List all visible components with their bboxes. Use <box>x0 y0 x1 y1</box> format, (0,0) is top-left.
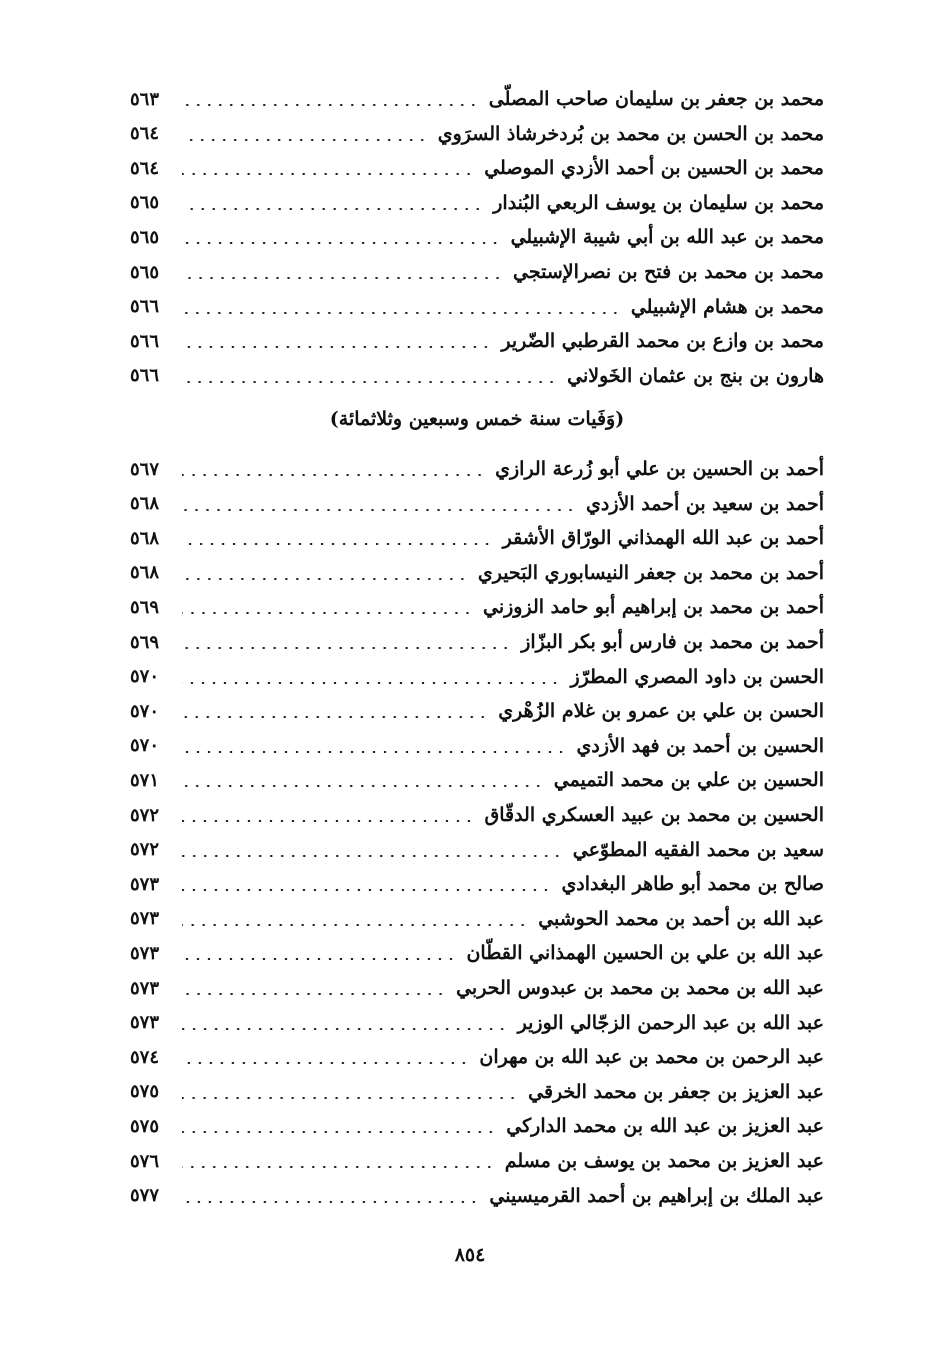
dot-leader <box>182 855 563 857</box>
dot-leader <box>182 1131 496 1133</box>
dot-leader <box>182 242 501 244</box>
entry-name: محمد بن عبد الله بن أبي شيبة الإشبيلي <box>510 226 824 249</box>
dot-leader <box>182 1028 508 1030</box>
entry-name: عبد العزيز بن عبد الله بن محمد الداركي <box>506 1115 824 1138</box>
entry-page-number: ٥٧٣ <box>130 942 160 964</box>
toc-entry <box>130 487 824 521</box>
entry-name: الحسن بن علي بن عمرو بن غلام الزُهْري <box>498 700 824 723</box>
dot-leader <box>182 1097 518 1099</box>
toc-entry <box>130 1144 824 1178</box>
entry-name: أحمد بن عبد الله الهمذاني الورّاق الأشقر <box>502 527 824 550</box>
entry-page-number: ٥٦٣ <box>130 88 160 110</box>
entry-page-number: ٥٧٦ <box>130 1150 160 1172</box>
entry-name: صالح بن محمد أبو طاهر البغدادي <box>561 873 824 896</box>
entry-name: أحمد بن محمد بن فارس أبو بكر البزّاز <box>521 631 824 653</box>
entry-page-number: ٥٦٦ <box>130 296 160 318</box>
toc-entry <box>130 833 824 867</box>
toc-entry <box>130 117 824 151</box>
entry-page-number: ٥٧١ <box>130 769 160 791</box>
entry-page-number: ٥٧٧ <box>130 1185 160 1207</box>
toc-entry <box>130 763 824 797</box>
dot-leader <box>182 993 446 995</box>
toc-entry <box>130 729 824 763</box>
entry-page-number: ٥٧٤ <box>130 1046 160 1068</box>
entry-page-number: ٥٦٥ <box>130 261 160 283</box>
page-number: ٨٥٤ <box>454 1244 486 1266</box>
toc-entry <box>130 151 824 185</box>
entry-name: أحمد بن الحسين بن علي أبو زُرعة الرازي <box>495 458 824 480</box>
entry-name: محمد بن جعفر بن سليمان صاحب المصلّى <box>488 88 824 110</box>
entry-name: الحسين بن أحمد بن فهد الأزدي <box>576 734 824 757</box>
entry-page-number: ٥٦٦ <box>130 330 160 352</box>
entry-page-number: ٥٧٣ <box>130 873 160 895</box>
entry-name: أحمد بن محمد بن جعفر النيسابوري البَحيري <box>477 561 824 584</box>
entry-name: عبد الله بن محمد بن محمد بن عبدوس الحربي <box>456 977 824 999</box>
section-heading: (وَفَيات سنة خمس وسبعين وثلاثمائة) <box>329 408 625 430</box>
entry-page-number: ٥٧٣ <box>130 908 160 930</box>
toc-entry <box>130 324 824 358</box>
entry-name: الحسين بن علي بن محمد التميمي <box>553 769 824 792</box>
entry-page-number: ٥٧٢ <box>130 839 160 861</box>
entry-name: عبد العزيز بن جعفر بن محمد الخرقي <box>528 1080 824 1103</box>
entry-name: محمد بن هشام الإشبيلي <box>630 295 824 318</box>
dot-leader <box>182 647 511 649</box>
toc-entry <box>130 694 824 728</box>
entry-name: أحمد بن سعيد بن أحمد الأزدي <box>586 492 824 515</box>
toc-entry <box>130 255 824 289</box>
dot-leader <box>182 1062 469 1064</box>
dot-leader <box>182 208 483 210</box>
entry-page-number: ٥٦٥ <box>130 192 160 214</box>
dot-leader <box>182 381 557 383</box>
dot-leader <box>182 820 474 822</box>
entry-page-number: ٥٦٩ <box>130 596 160 618</box>
dot-leader <box>182 277 503 279</box>
toc-entry <box>130 1075 824 1109</box>
toc-entry <box>130 359 824 393</box>
entry-page-number: ٥٧٢ <box>130 804 160 826</box>
toc-entry <box>130 625 824 659</box>
toc-entry <box>130 660 824 694</box>
entry-page-number: ٥٧٠ <box>130 666 160 688</box>
toc-entry <box>130 186 824 220</box>
dot-leader <box>182 312 621 314</box>
entry-name: محمد بن الحسين بن أحمد الأزدي الموصلي <box>484 157 824 180</box>
dot-leader <box>182 716 488 718</box>
toc-entry <box>130 1006 824 1040</box>
toc-entry <box>130 867 824 901</box>
dot-leader <box>182 958 456 960</box>
entry-name: عبد الله بن علي بن الحسين الهمذاني القطّان <box>466 942 824 965</box>
entry-page-number: ٥٧٣ <box>130 977 160 999</box>
toc-entry <box>130 590 824 624</box>
entry-page-number: ٥٧٥ <box>130 1115 160 1137</box>
dot-leader <box>182 346 491 348</box>
toc-entry <box>130 971 824 1005</box>
toc-entry <box>130 798 824 832</box>
entry-name: محمد بن وازع بن محمد القرطبي الضّرير <box>501 330 824 353</box>
entry-name: الحسن بن داود المصري المطرّز <box>570 665 824 688</box>
entry-page-number: ٥٦٨ <box>130 562 160 584</box>
toc-entry <box>130 220 824 254</box>
entry-page-number: ٥٦٨ <box>130 493 160 515</box>
dot-leader <box>182 785 544 787</box>
dot-leader <box>182 889 551 891</box>
entry-name: سعيد بن محمد الفقيه المطوّعي <box>572 838 824 861</box>
entry-name: محمد بن محمد بن فتح بن نصرالإستجي <box>513 261 824 283</box>
dot-leader <box>182 682 560 684</box>
entry-page-number: ٥٦٨ <box>130 527 160 549</box>
entry-name: عبد الله بن أحمد بن محمد الحوشبي <box>538 907 824 930</box>
entry-page-number: ٥٦٩ <box>130 631 160 653</box>
dot-leader <box>182 474 485 476</box>
entry-page-number: ٥٦٦ <box>130 365 160 387</box>
toc-entry <box>130 936 824 970</box>
dot-leader <box>182 543 493 545</box>
entry-page-number: ٥٦٥ <box>130 226 160 248</box>
entry-name: أحمد بن محمد بن إبراهيم أبو حامد الزوزني <box>482 596 824 619</box>
entry-name: محمد بن الحسن بن محمد بن بُردخرشاذ السرَوي <box>437 122 824 145</box>
toc-entry <box>130 902 824 936</box>
toc-entry <box>130 290 824 324</box>
toc-entry <box>130 82 824 116</box>
entry-page-number: ٥٦٤ <box>130 123 160 145</box>
dot-leader <box>182 1201 479 1203</box>
entry-page-number: ٥٧٣ <box>130 1012 160 1034</box>
entry-name: عبد الرحمن بن محمد بن عبد الله بن مهران <box>479 1046 824 1069</box>
toc-entry <box>130 452 824 486</box>
toc-entry <box>130 556 824 590</box>
toc-entry <box>130 1109 824 1143</box>
dot-leader <box>182 751 567 753</box>
entry-page-number: ٥٧٠ <box>130 735 160 757</box>
entry-page-number: ٥٧٠ <box>130 700 160 722</box>
dot-leader <box>182 612 473 614</box>
dot-leader <box>182 578 468 580</box>
toc-entry <box>130 521 824 555</box>
entry-name: عبد الملك بن إبراهيم بن أحمد القرميسيني <box>489 1184 824 1207</box>
entry-name: هارون بن بنج بن عثمان الخَولاني <box>567 364 824 387</box>
dot-leader <box>182 509 576 511</box>
dot-leader <box>182 104 479 106</box>
entry-page-number: ٥٧٥ <box>130 1081 160 1103</box>
dot-leader <box>182 173 474 175</box>
entry-name: الحسين بن محمد بن عبيد العسكري الدقّاق <box>484 804 824 826</box>
entry-name: محمد بن سليمان بن يوسف الربعي البُندار <box>493 191 824 214</box>
entry-page-number: ٥٦٤ <box>130 157 160 179</box>
entry-name: عبد الله بن عبد الرحمن الزجّالي الوزير <box>517 1011 824 1034</box>
toc-entry <box>130 1040 824 1074</box>
dot-leader <box>182 1166 495 1168</box>
entry-name: عبد العزيز بن محمد بن يوسف بن مسلم <box>504 1150 824 1172</box>
toc-entry <box>130 1179 824 1213</box>
entry-page-number: ٥٦٧ <box>130 458 160 480</box>
dot-leader <box>182 924 528 926</box>
dot-leader <box>182 139 428 141</box>
